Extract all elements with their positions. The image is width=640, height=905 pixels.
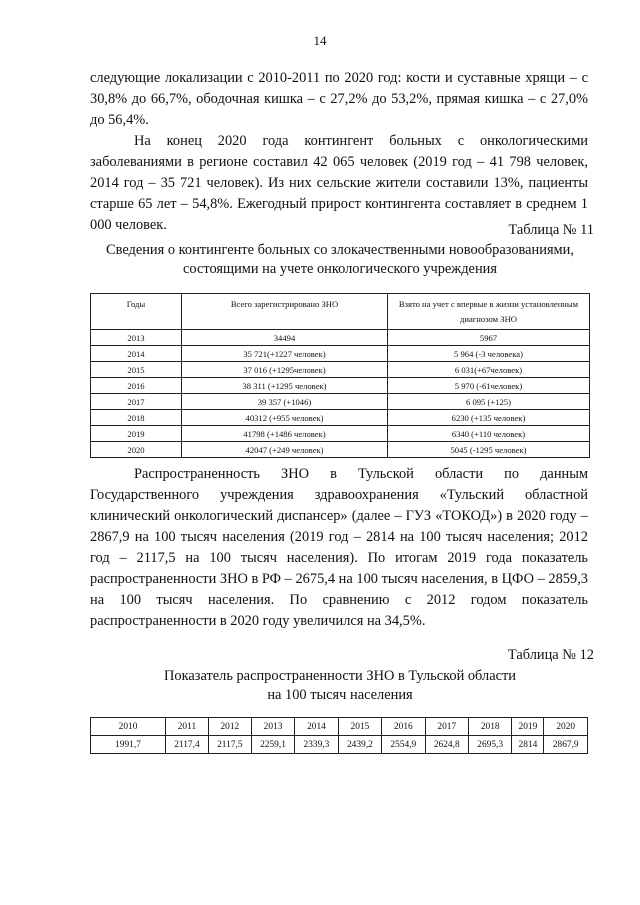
year-cell: 2011 bbox=[166, 718, 209, 736]
table-row bbox=[91, 394, 590, 410]
value-cell: 2695,3 bbox=[468, 736, 511, 754]
table-row bbox=[91, 330, 590, 346]
table-cell: 37 016 (+1295человек) bbox=[182, 362, 388, 378]
value-cell: 2339,3 bbox=[295, 736, 338, 754]
year-cell: 2016 bbox=[382, 718, 425, 736]
table-cell: 2018 bbox=[91, 410, 182, 426]
table-12 bbox=[90, 717, 588, 754]
header-total-registered: Всего зарегистрировано ЗНО bbox=[182, 294, 388, 330]
value-cell: 2554,9 bbox=[382, 736, 425, 754]
year-cell: 2010 bbox=[91, 718, 166, 736]
paragraph-3: Распространенность ЗНО в Тульской области по данным Государственного учреждения здравоохранения «Тульский областной клинический онкологический диспансер» (далее – ГУЗ «ТОКОД») в 2020 году – 2867,9 на 100 тысяч населения (2019 год – 2814 на 100 тысяч населения; 2012 год – 2117,5 на 100 тысяч населения). По итогам 2019 года показатель распространенности ЗНО в РФ – 2675,4 на 100 тысяч населения, в ЦФО – 2859,3 на 100 тысяч населения. По сравнению с 2012 годом показатель распространенности в 2020 году увеличился на 34,5%. bbox=[90, 466, 588, 629]
table-cell: 5 964 (-3 человека) bbox=[388, 346, 590, 362]
table-cell: 6230 (+135 человек) bbox=[388, 410, 590, 426]
header-newly-registered: Взято на учет с впервые в жизни установленным диагнозом ЗНО bbox=[388, 294, 590, 330]
value-cell: 2814 bbox=[512, 736, 544, 754]
table-cell: 6 095 (+125) bbox=[388, 394, 590, 410]
table-12-title-line2: на 100 тысяч населения bbox=[267, 687, 413, 703]
table-11-title bbox=[60, 241, 620, 279]
table-11-label: Таблица № 11 bbox=[508, 222, 594, 238]
table-row bbox=[91, 378, 590, 394]
table-12-title bbox=[60, 667, 620, 705]
table-cell: 35 721(+1227 человек) bbox=[182, 346, 388, 362]
value-cell: 2117,4 bbox=[166, 736, 209, 754]
value-cell: 2624,8 bbox=[425, 736, 468, 754]
year-cell: 2012 bbox=[208, 718, 251, 736]
page-number: 14 bbox=[313, 33, 327, 48]
table-cell: 38 311 (+1295 человек) bbox=[182, 378, 388, 394]
value-cell: 1991,7 bbox=[91, 736, 166, 754]
year-cell: 2014 bbox=[295, 718, 338, 736]
header-years: Годы bbox=[91, 294, 182, 330]
table-row bbox=[91, 362, 590, 378]
table-cell: 2015 bbox=[91, 362, 182, 378]
year-cell: 2015 bbox=[338, 718, 381, 736]
value-cell: 2439,2 bbox=[338, 736, 381, 754]
table-cell: 2013 bbox=[91, 330, 182, 346]
table-11-title-line1: Сведения о контингенте больных со злокачественными новообразованиями, bbox=[106, 242, 574, 258]
paragraph-1: следующие локализации с 2010-2011 по 2020 год: кости и суставные хрящи – с 30,8% до 66,7%, ободочная кишка – с 27,2% до 53,2%, прямая кишка – с 27,0% до 56,4%. bbox=[90, 70, 588, 128]
table-cell: 6340 (+110 человек) bbox=[388, 426, 590, 442]
table-row bbox=[91, 442, 590, 458]
table-12-values-row bbox=[91, 736, 588, 754]
table-cell: 5045 (-1295 человек) bbox=[388, 442, 590, 458]
table-cell: 34494 bbox=[182, 330, 388, 346]
table-cell: 2020 bbox=[91, 442, 182, 458]
value-cell: 2117,5 bbox=[208, 736, 251, 754]
table-cell: 6 031(+67человек) bbox=[388, 362, 590, 378]
table-12-label: Таблица № 12 bbox=[507, 647, 594, 663]
table-12-title-line1: Показатель распространенности ЗНО в Тульской области bbox=[164, 668, 516, 684]
table-11 bbox=[90, 293, 590, 458]
table-cell: 2019 bbox=[91, 426, 182, 442]
year-cell: 2018 bbox=[468, 718, 511, 736]
paragraph-2: На конец 2020 года контингент больных с онкологическими заболеваниями в регионе составил 42 065 человек (2019 год – 41 798 человек, 2014 год – 35 721 человек). Из них сельские жители составили 13%, пациенты старше 65 лет – 54,8%. Ежегодный прирост контингента составляет в среднем 1 000 человек. bbox=[90, 133, 588, 233]
table-cell: 5967 bbox=[388, 330, 590, 346]
table-cell: 41798 (+1486 человек) bbox=[182, 426, 388, 442]
value-cell: 2867,9 bbox=[544, 736, 588, 754]
year-cell: 2019 bbox=[512, 718, 544, 736]
table-row bbox=[91, 410, 590, 426]
table-cell: 42047 (+249 человек) bbox=[182, 442, 388, 458]
table-row bbox=[91, 426, 590, 442]
table-cell: 2014 bbox=[91, 346, 182, 362]
value-cell: 2259,1 bbox=[251, 736, 294, 754]
table-cell: 39 357 (+1046) bbox=[182, 394, 388, 410]
year-cell: 2020 bbox=[544, 718, 588, 736]
table-cell: 5 970 (-61человек) bbox=[388, 378, 590, 394]
table-cell: 2016 bbox=[91, 378, 182, 394]
table-row bbox=[91, 346, 590, 362]
table-cell: 40312 (+955 человек) bbox=[182, 410, 388, 426]
year-cell: 2017 bbox=[425, 718, 468, 736]
table-11-header-row bbox=[91, 294, 590, 330]
table-12-years-row bbox=[91, 718, 588, 736]
table-11-title-line2: состоящими на учете онкологического учреждения bbox=[183, 261, 497, 277]
table-cell: 2017 bbox=[91, 394, 182, 410]
year-cell: 2013 bbox=[251, 718, 294, 736]
